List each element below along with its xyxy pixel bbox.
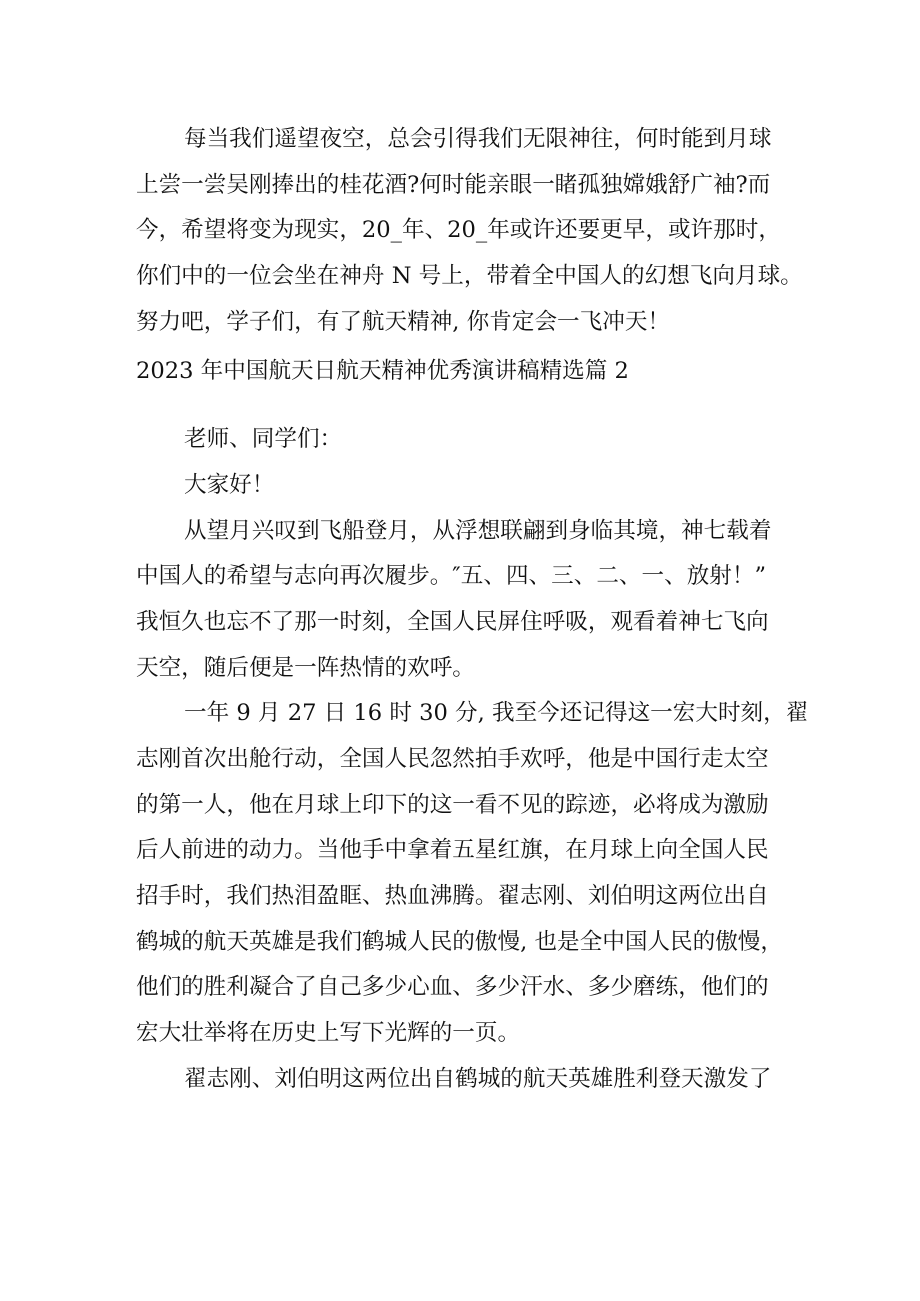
text-line: 志刚首次出舱行动，全国人民忽然拍手欢呼，他是中国行走太空 [136,745,769,772]
spacer [136,395,816,417]
paragraph-moon-dream [136,117,816,345]
section-title: 2023 年中国航天日航天精神优秀演讲稿精选篇 2 [136,358,629,385]
text-line: 中国人的希望与志向再次履步。″五、四、三、二、一、放射！” [136,563,767,590]
text-line: 他们的胜利凝合了自己多少心血、多少汗水、多少磨练，他们的 [136,974,769,1001]
text-line: 每当我们遥望夜空，总会引得我们无限神往，何时能到月球 [184,126,772,152]
text-line: 一年 9 月 27 日 16 时 30 分, 我至今还记得这一宏大时刻，翟 [184,700,809,727]
text-line: 的第一人，他在月球上印下的这一看不见的踪迹，必将成为激励 [136,791,769,818]
greeting-teachers: 老师、同学们： [184,426,343,453]
document-body [136,117,816,1102]
text-line: 天空，随后便是一阵热情的欢呼。 [136,654,475,681]
text-line: 鹤城的航天英雄是我们鹤城人民的傲慢, 也是全中国人民的傲慢， [136,928,783,955]
paragraph-spacewalk [136,691,816,1057]
text-line: 上尝一尝吴刚捧出的桂花酒?何时能亲眼一睹孤独嫦娥舒广袖?而 [136,171,771,198]
text-line: 宏大壮举将在历史上写下光辉的一页。 [136,1020,521,1047]
text-line: 今，希望将变为现实，20_年、20_年或许还要更早，或许那时， [136,217,781,244]
text-line: 我恒久也忘不了那一时刻，全国人民屏住呼吸，观看着神七飞向 [136,608,769,635]
paragraph-heroes-inspire [136,1057,816,1103]
text-line: 招手时，我们热泪盈眶、热血沸腾。翟志刚、刘伯明这两位出自 [136,883,769,909]
paragraph-shenqi-launch [136,509,816,692]
text-line: 后人前进的动力。当他手中拿着五星红旗，在月球上向全国人民 [136,837,769,864]
text-line: 翟志刚、刘伯明这两位出自鹤城的航天英雄胜利登天激发了 [184,1065,772,1092]
text-line: 你们中的一位会坐在神舟 N 号上，带着全中国人的幻想飞向月球。 [136,263,803,290]
text-line: 从望月兴叹到飞船登月，从浮想联翩到身临其境，神七载着 [184,517,772,544]
greeting-hello: 大家好！ [184,471,275,498]
text-line: 努力吧，学子们，有了航天精神, 你肯定会一飞冲天！ [136,308,671,335]
